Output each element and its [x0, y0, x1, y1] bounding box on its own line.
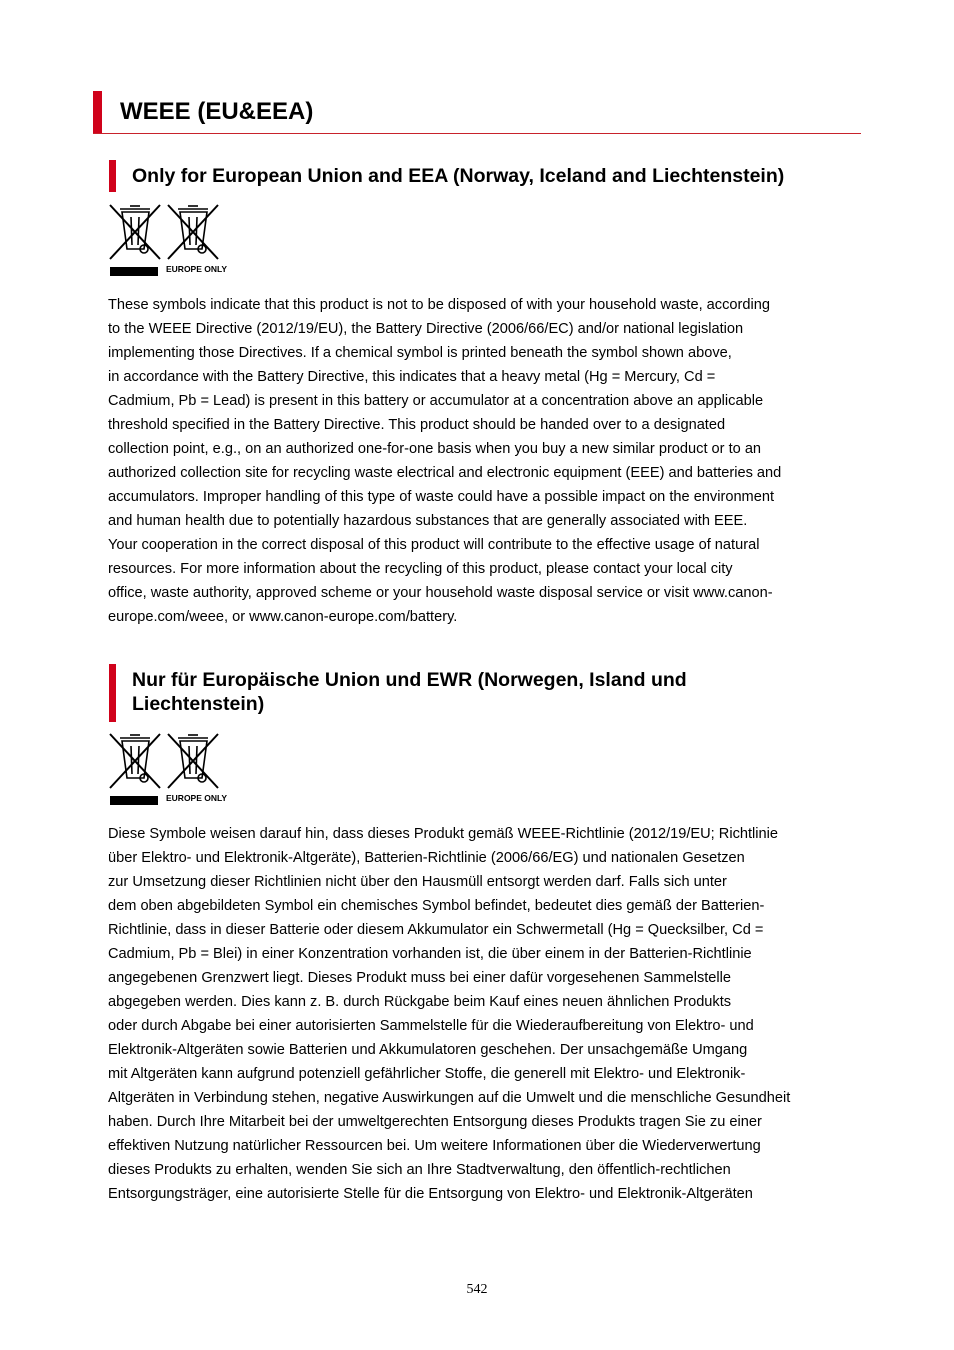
- text-line: europe.com/weee, or www.canon-europe.com/battery.: [108, 609, 458, 625]
- text-line: to the WEEE Directive (2012/19/EU), the Battery Directive (2006/66/EC) and/or national legislation: [108, 321, 744, 337]
- text-line: zur Umsetzung dieser Richtlinien nicht über den Hausmüll entsorgt werden darf. Falls sich unter: [108, 874, 727, 890]
- text-line: abgegeben werden. Dies kann z. B. durch Rückgabe beim Kauf eines neuen ähnlichen Produkts: [108, 994, 732, 1010]
- paragraph-de: [108, 822, 868, 1206]
- text-line: and human health due to potentially hazardous substances that are generally associated with EEE.: [108, 513, 748, 529]
- chemical-bar-icon: [110, 267, 158, 276]
- text-line: accumulators. Improper handling of this type of waste could have a possible impact on the environment: [108, 489, 775, 505]
- text-line: These symbols indicate that this product is not to be disposed of with your household waste, according: [108, 297, 770, 313]
- text-line: Altgeräten in Verbindung stehen, negative Auswirkungen auf die Umwelt und die menschliche Gesundheit: [108, 1090, 791, 1106]
- crossed-bin-icon: [110, 205, 160, 259]
- text-line: Diese Symbole weisen darauf hin, dass dieses Produkt gemäß WEEE-Richtlinie (2012/19/EU; Richtlinie: [108, 826, 779, 842]
- text-line: angegebenen Grenzwert liegt. Dieses Produkt muss bei einer dafür vorgesehenen Sammelstelle: [108, 970, 732, 986]
- weee-symbols-de: [108, 732, 228, 808]
- text-line: Entsorgungsträger, eine autorisierte Stelle für die Entsorgung von Elektro- und Elektronik-Altgeräten: [108, 1186, 753, 1202]
- text-line: oder durch Abgabe bei einer autorisierten Sammelstelle für die Wiederaufbereitung von Elektro- und: [108, 1018, 754, 1034]
- title-accent-bar: [93, 91, 102, 133]
- heading-line: Liechtenstein): [132, 693, 265, 715]
- text-line: Elektronik-Altgeräten sowie Batterien und Akkumulatoren geschehen. Der unsachgemäße Umgang: [108, 1042, 748, 1058]
- text-line: collection point, e.g., on an authorized one-for-one basis when you buy a new similar product or to an: [108, 441, 762, 457]
- heading-line: Nur für Europäische Union und EWR (Norwegen, Island und: [132, 669, 687, 691]
- europe-only-label: EUROPE ONLY: [166, 264, 228, 274]
- text-line: in accordance with the Battery Directive, this indicates that a heavy metal (Hg = Mercury, Cd =: [108, 369, 716, 385]
- europe-only-label: EUROPE ONLY: [166, 793, 228, 803]
- crossed-bin-icon: [168, 205, 218, 259]
- chemical-bar-icon: [110, 796, 158, 805]
- section-accent-bar: [109, 664, 116, 722]
- text-line: resources. For more information about the recycling of this product, please contact your local city: [108, 561, 733, 577]
- text-line: office, waste authority, approved scheme or your household waste disposal service or visit www.canon-: [108, 585, 773, 601]
- paragraph-en: [108, 293, 868, 629]
- section-heading-text: Only for European Union and EEA (Norway, Iceland and Liechtenstein): [132, 165, 785, 187]
- section-accent-bar: [109, 160, 116, 192]
- section-heading-text: [132, 668, 852, 716]
- text-line: mit Altgeräten kann aufgrund potenziell gefährlicher Stoffe, die generell mit Elektro- und Elektronik-: [108, 1066, 746, 1082]
- text-line: dem oben abgebildeten Symbol ein chemisches Symbol befindet, bedeutet dies gemäß der Batterien-: [108, 898, 765, 914]
- text-line: implementing those Directives. If a chemical symbol is printed beneath the symbol shown above,: [108, 345, 732, 361]
- text-line: Cadmium, Pb = Blei) in einer Konzentration vorhanden ist, die über einem in der Batterien-Richtlinie: [108, 946, 752, 962]
- weee-symbols-en: [108, 203, 228, 279]
- text-line: über Elektro- und Elektronik-Altgeräte), Batterien-Richtlinie (2006/66/EG) und nationalen Gesetzen: [108, 850, 745, 866]
- text-line: dieses Produkts zu erhalten, wenden Sie sich an Ihre Stadtverwaltung, den öffentlich-rechtlichen: [108, 1162, 731, 1178]
- page-title-heading: [93, 91, 861, 134]
- text-line: Cadmium, Pb = Lead) is present in this battery or accumulator at a concentration above an applicable: [108, 393, 764, 409]
- text-line: haben. Durch Ihre Mitarbeit bei der umweltgerechten Entsorgung dieses Produkts tragen Sie zu einer: [108, 1114, 762, 1130]
- page-number: 542: [466, 1282, 488, 1297]
- page-title: WEEE (EU&EEA): [120, 98, 314, 125]
- crossed-bin-icon: [168, 734, 218, 788]
- text-line: Your cooperation in the correct disposal of this product will contribute to the effective usage of natural: [108, 537, 760, 553]
- text-line: Richtlinie, dass in dieser Batterie oder diesem Akkumulator ein Schwermetall (Hg = Quecksilber, Cd =: [108, 922, 764, 938]
- text-line: authorized collection site for recycling waste electrical and electronic equipment (EEE) and batteries and: [108, 465, 782, 481]
- crossed-bin-icon: [110, 734, 160, 788]
- text-line: effektiven Nutzung natürlicher Ressourcen bei. Um weitere Informationen über die Wiederverwertung: [108, 1138, 761, 1154]
- text-line: threshold specified in the Battery Directive. This product should be handed over to a designated: [108, 417, 726, 433]
